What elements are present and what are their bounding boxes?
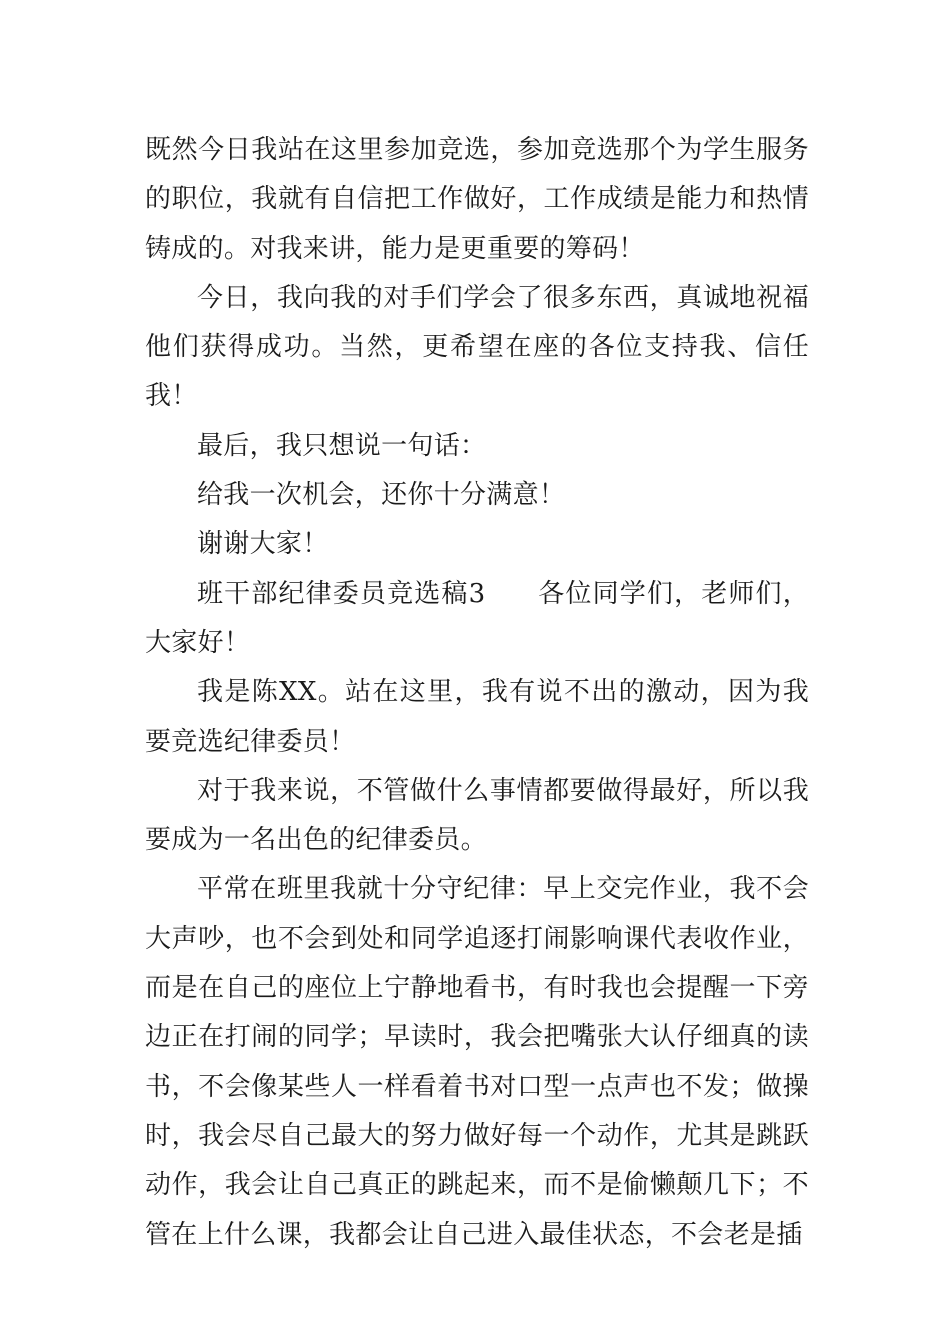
- paragraph-3: 最后，我只想说一句话：: [197, 430, 487, 461]
- paragraph-6: 我是陈XX。站在这里，我有说不出的激动，因为我要竞选纪律委员！: [145, 677, 809, 757]
- paragraph-1: 既然今日我站在这里参加竞选，参加竞选那个为学生服务的职位，我就有自信把工作做好，工作成绩是能力和热情铸成的。对我来讲，能力是更重要的筹码！: [145, 135, 809, 264]
- paragraph-5: 谢谢大家！: [197, 529, 329, 560]
- paragraph-7: 对于我来说，不管做什么事情都要做得最好，所以我要成为一名出色的纪律委员。: [145, 775, 809, 856]
- section-greeting: 各位同学们，老师们，大家好！: [145, 578, 809, 658]
- document-body: [145, 126, 809, 1260]
- paragraph-4: 给我一次机会，还你十分满意！: [197, 480, 566, 511]
- paragraph-2: 今日，我向我的对手们学会了很多东西，真诚地祝福他们获得成功。当然，更希望在座的各位支持我、信任我！: [145, 282, 809, 412]
- paragraph-8: 平常在班里我就十分守纪律：早上交完作业，我不会大声吵，也不会到处和同学追逐打闹影响课代表收作业，而是在自己的座位上宁静地看书，有时我也会提醒一下旁边正在打闹的同学；早读时，我会把嘴张大认仔细真的读书，不会像某些人一样看着书对口型一点声也不发；做操时，我会尽自己最大的努力做好每一个动作，尤其是跳跃动作，我会让自己真正的跳起来，而不是偷懒颠几下；不管在上什么课，我都会让自己进入最佳状态，不会老是插: [145, 874, 809, 1250]
- section-title: 班干部纪律委员竞选稿3: [197, 578, 486, 609]
- section-heading-paragraph: [145, 570, 809, 669]
